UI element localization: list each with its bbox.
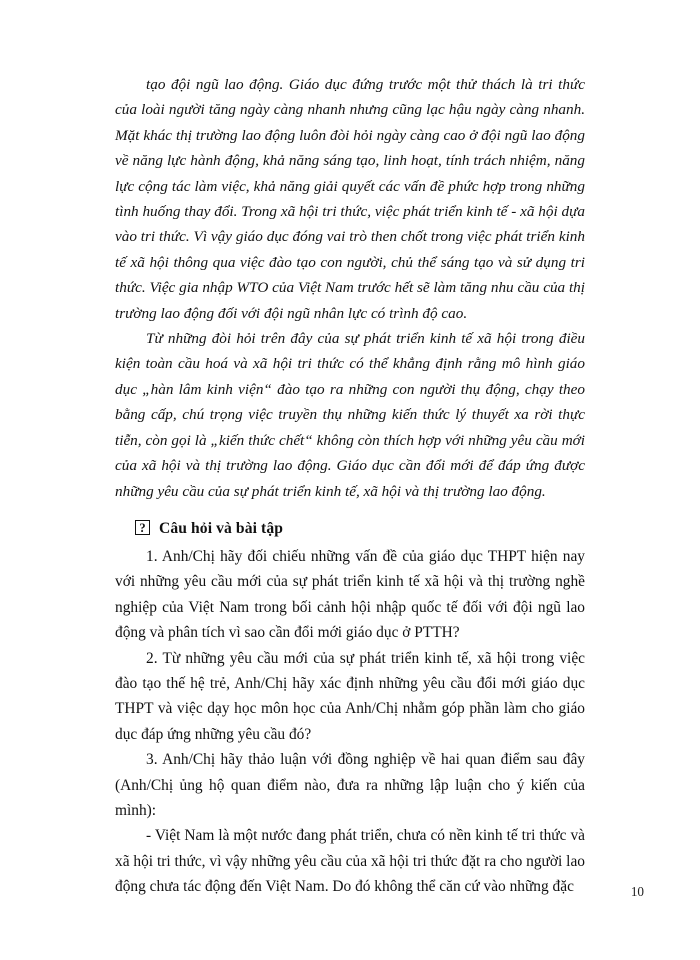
exercise-question-2: 2. Từ những yêu cầu mới của sự phát triển kinh tế, xã hội trong việc đào tạo thế hệ trẻ, Anh/Chị hãy xác định những yêu cầu đổi mới giáo dục THPT và việc dạy học môn học của Anh/Chị nhằm góp phần làm cho giáo dục đáp ứng những yêu cầu đó? bbox=[115, 649, 585, 743]
exercise-question-3: 3. Anh/Chị hãy thảo luận với đồng nghiệp về hai quan điểm sau đây (Anh/Chị ủng hộ quan điểm nào, đưa ra những lập luận cho ý kiến của mình): bbox=[115, 751, 585, 819]
text-column bbox=[115, 72, 585, 900]
paragraph-continued: tạo đội ngũ lao động. Giáo dục đứng trước một thử thách là tri thức của loài người tăng ngày càng nhanh nhưng cũng lạc hậu ngày càng nhanh. Mặt khác thị trường lao động luôn đòi hỏi ngày càng cao ở đội ngũ lao động về năng lực hành động, khả năng sáng tạo, linh hoạt, tính trách nhiệm, năng lực cộng tác làm việc, khả năng giải quyết các vấn đề phức hợp trong những tình huống thay đổi. Trong xã hội tri thức, việc phát triển kinh tế - xã hội dựa vào tri thức. Vì vậy giáo dục đóng vai trò then chốt trong việc phát triển kinh tế xã hội thông qua việc đào tạo con người, chủ thể sáng tạo và sử dụng tri thức. Việc gia nhập WTO của Việt Nam trước hết sẽ làm tăng nhu cầu của thị trường lao động đối với đội ngũ nhân lực có trình độ cao. bbox=[115, 76, 585, 322]
exercise-bullet-viewpoint-1: - Việt Nam là một nước đang phát triển, chưa có nền kinh tế tri thức và xã hội tri thức, vì vậy những yêu cầu của xã hội tri thức đặt ra cho người lao động chưa tác động đến Việt Nam. Do đó không thể căn cứ vào những đặc bbox=[115, 827, 585, 896]
page-number: 10 bbox=[630, 884, 644, 899]
section-heading-label: Câu hỏi và bài tập bbox=[159, 519, 283, 537]
exercise-question-1: 1. Anh/Chị hãy đối chiếu những vấn đề của giáo dục THPT hiện nay với những yêu cầu mới của sự phát triển kinh tế xã hội và thị trường nghề nghiệp của Việt Nam trong bối cảnh hội nhập quốc tế đối với đội ngũ lao động và phân tích vì sao cần đổi mới giáo dục ở PTTH? bbox=[115, 547, 585, 642]
section-heading-questions-and-exercises bbox=[115, 520, 585, 538]
question-mark-box-icon: ? bbox=[135, 520, 150, 535]
paragraph-globalization: Từ những đòi hỏi trên đây của sự phát triển kinh tế xã hội trong điều kiện toàn cầu hoá và xã hội tri thức có thể khẳng định rằng mô hình giáo dục „hàn lâm kinh viện“ đào tạo ra những con người thụ động, chạy theo bằng cấp, chú trọng việc truyền thụ những kiến thức lý thuyết xa rời thực tiễn, còn gọi là „kiến thức chết“ không còn thích hợp với những yêu cầu mới của xã hội và thị trường lao động. Giáo dục cần đổi mới để đáp ứng được những yêu cầu của sự phát triển kinh tế, xã hội và thị trường lao động. bbox=[115, 330, 585, 500]
